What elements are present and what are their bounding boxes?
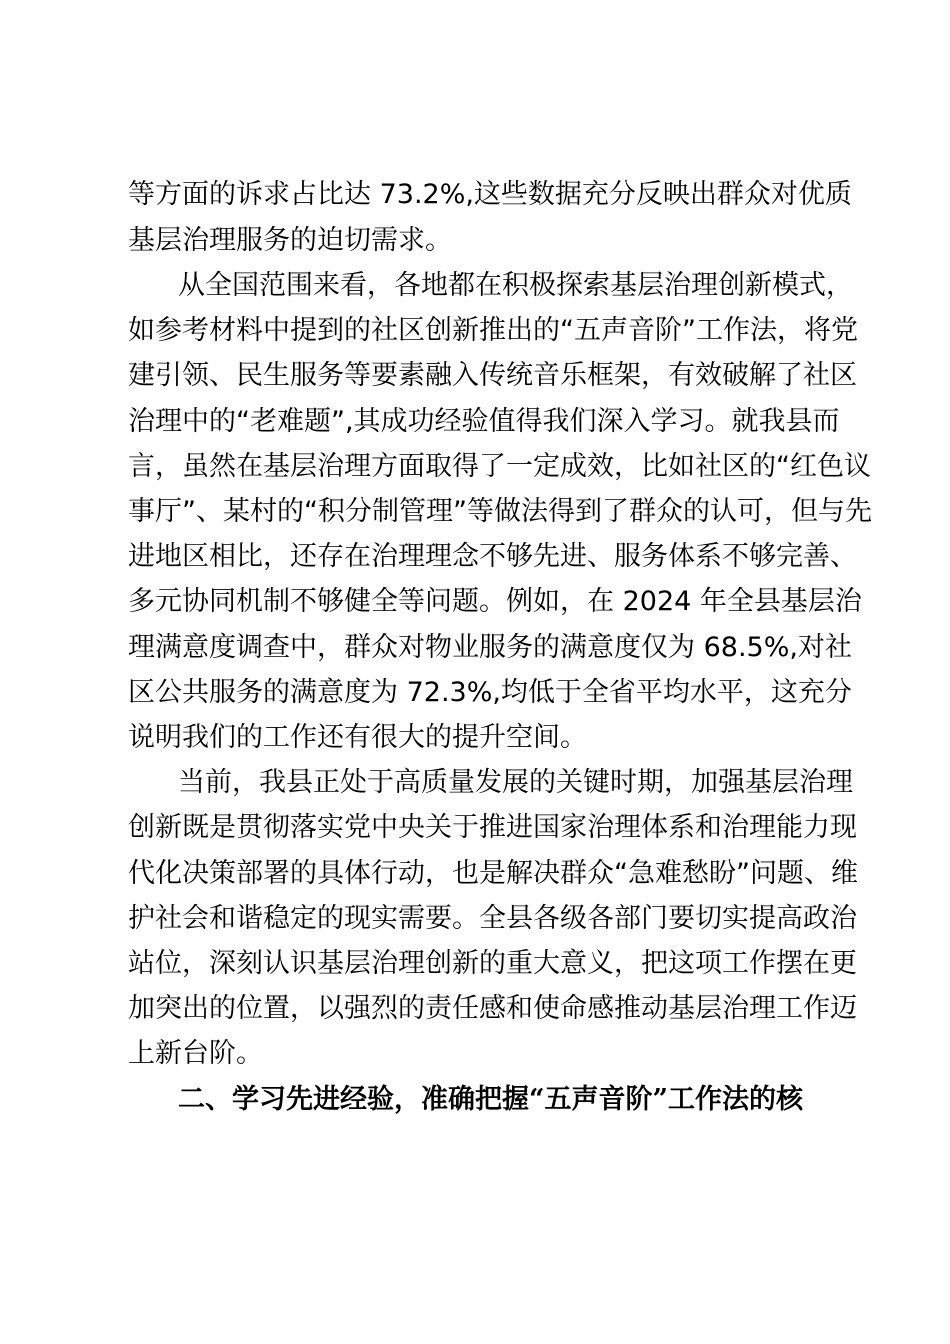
paragraph-line: 治理中的“老难题”,其成功经验值得我们深入学习。就我县而 <box>128 406 840 437</box>
paragraph-line: 基层治理服务的迫切需求。 <box>128 225 452 256</box>
paragraph-line: 等方面的诉求占比达 73.2%,这些数据充分反映出群众对优质 <box>128 179 852 210</box>
paragraph-line: 护社会和谐稳定的现实需要。全县各级各部门要切实提高政治 <box>128 903 857 934</box>
paragraph-line: 建引领、民生服务等要素融入传统音乐框架，有效破解了社区 <box>128 360 857 391</box>
paragraph-line: 站位，深刻认识基层治理创新的重大意义，把这项工作摆在更 <box>128 948 857 979</box>
paragraph-line: 加突出的位置，以强烈的责任感和使命感推动基层治理工作迈 <box>128 993 857 1024</box>
paragraph-line: 事厅”、某村的“积分制管理”等做法得到了群众的认可，但与先 <box>128 496 872 527</box>
paragraph-line: 进地区相比，还存在治理理念不够先进、服务体系不够完善、 <box>128 541 857 572</box>
paragraph-line: 从全国范围来看，各地都在积极探索基层治理创新模式， <box>178 270 853 301</box>
paragraph-line: 区公共服务的满意度为 72.3%,均低于全省平均水平，这充分 <box>128 677 852 708</box>
section-heading: 二、学习先进经验，准确把握“五声音阶”工作法的核 <box>178 1084 804 1115</box>
paragraph-line: 理满意度调查中，群众对物业服务的满意度仅为 68.5%,对社 <box>128 632 852 663</box>
paragraph-line: 言，虽然在基层治理方面取得了一定成效，比如社区的“红色议 <box>128 451 871 482</box>
paragraph-line: 代化决策部署的具体行动，也是解决群众“急难愁盼”问题、维 <box>128 858 858 889</box>
paragraph-line: 如参考材料中提到的社区创新推出的“五声音阶”工作法，将党 <box>128 315 858 346</box>
paragraph-line: 上新台阶。 <box>128 1038 263 1069</box>
paragraph-line: 说明我们的工作还有很大的提升空间。 <box>128 722 587 753</box>
paragraph-line: 当前，我县正处于高质量发展的关键时期，加强基层治理 <box>178 767 853 798</box>
paragraph-line: 创新既是贯彻落实党中央关于推进国家治理体系和治理能力现 <box>128 812 857 843</box>
paragraph-line: 多元协同机制不够健全等问题。例如，在 2024 年全县基层治 <box>128 586 862 617</box>
